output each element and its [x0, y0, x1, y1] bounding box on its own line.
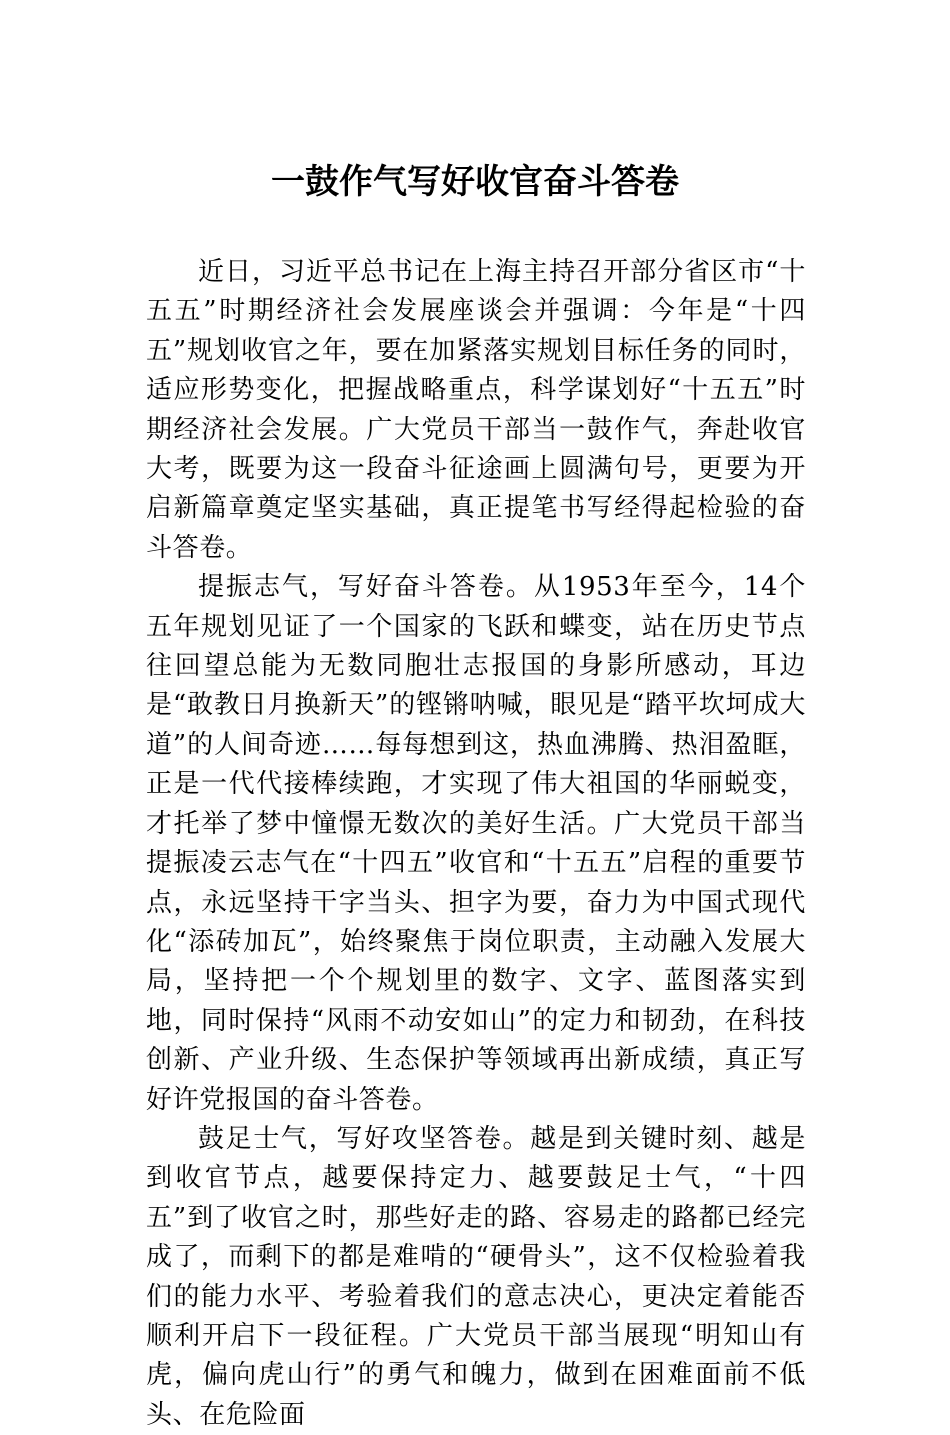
paragraph-3: 鼓足士气，写好攻坚答卷。越是到关键时刻、越是到收官节点，越要保持定力、越要鼓足士气，“十四五”到了收官之时，那些好走的路、容易走的路都已经完成了，而剩下的都是难啃的“硬骨头”，这不仅检验着我们的能力水平、考验着我们的意志决心，更决定着能否顺利开启下一段征程。广大党员干部当展现“明知山有虎，偏向虎山行”的勇气和魄力，做到在困难面前不低头、在危险面	[146, 1123, 806, 1430]
paragraph-2: 提振志气，写好奋斗答卷。从1953年至今，14个五年规划见证了一个国家的飞跃和蝶变，站在历史节点往回望总能为无数同胞壮志报国的身影所感动，耳边是“敢教日月换新天”的铿锵呐喊，眼见是“踏平坎坷成大道”的人间奇迹……每每想到这，热血沸腾、热泪盈眶，正是一代代接棒续跑，才实现了伟大祖国的华丽蜕变，才托举了梦中憧憬无数次的美好生活。广大党员干部当提振凌云志气在“十四五”收官和“十五五”启程的重要节点，永远坚持干字当头、担字为要，奋力为中国式现代化“添砖加瓦”，始终聚焦于岗位职责，主动融入发展大局，坚持把一个个规划里的数字、文字、蓝图落实到地，同时保持“风雨不动安如山”的定力和韧劲，在科技创新、产业升级、生态保护等领域再出新成绩，真正写好许党报国的奋斗答卷。	[146, 572, 806, 1115]
document-title: 一鼓作气写好收官奋斗答卷	[271, 162, 679, 202]
document-body	[146, 253, 806, 1435]
paragraph-1: 近日，习近平总书记在上海主持召开部分省区市“十五五”时期经济社会发展座谈会并强调：今年是“十四五”规划收官之年，要在加紧落实规划目标任务的同时，适应形势变化，把握战略重点，科学谋划好“十五五”时期经济社会发展。广大党员干部当一鼓作气，奔赴收官大考，既要为这一段奋斗征途画上圆满句号，更要为开启新篇章奠定坚实基础，真正提笔书写经得起检验的奋斗答卷。	[146, 257, 806, 563]
